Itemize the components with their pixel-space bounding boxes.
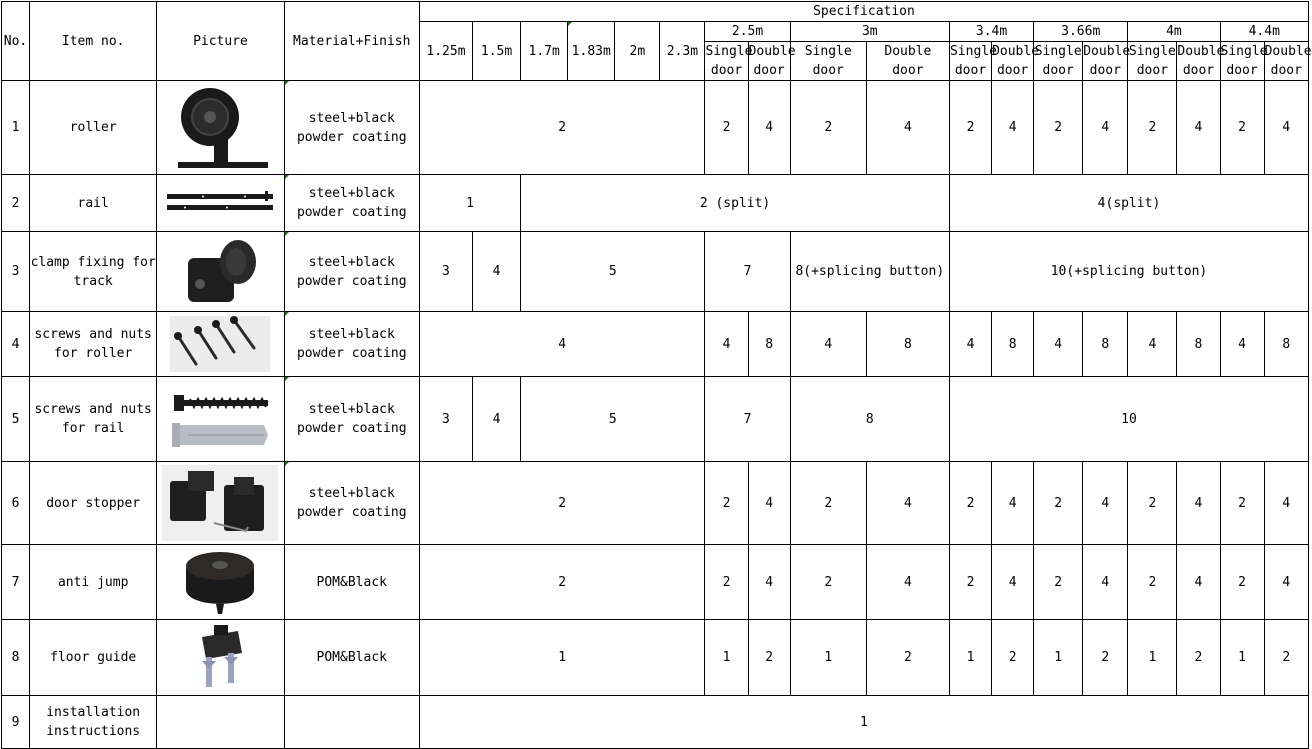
qty-cell: 8 xyxy=(790,377,949,462)
qty-cell: 8(+splicing button) xyxy=(790,232,949,312)
picture-cell xyxy=(157,312,284,377)
picture-cell xyxy=(157,232,284,312)
floor-guide-image xyxy=(190,623,250,693)
qty-cell: 5 xyxy=(521,377,705,462)
table-row xyxy=(2,545,1309,620)
qty-cell: 4 xyxy=(866,81,949,175)
table-row xyxy=(2,620,1309,696)
qty-cell: 1 xyxy=(790,620,866,696)
qty-cell: 4 xyxy=(748,81,790,175)
material-finish xyxy=(284,696,419,749)
picture-cell xyxy=(157,175,284,232)
qty-cell: 2 xyxy=(419,81,705,175)
qty-cell: 2 xyxy=(1083,620,1128,696)
qty-cell: 4 xyxy=(992,81,1034,175)
qty-cell: 4 xyxy=(1177,462,1220,545)
door-type-single: Single door xyxy=(1220,42,1264,81)
qty-cell: 2 xyxy=(1034,545,1083,620)
picture-cell xyxy=(157,696,284,749)
door-type-double: Double door xyxy=(866,42,949,81)
row-number: 6 xyxy=(2,462,30,545)
picture-cell xyxy=(157,620,284,696)
qty-cell: 10(+splicing button) xyxy=(949,232,1308,312)
picture-cell xyxy=(157,545,284,620)
header-material-finish: Material+Finish xyxy=(284,2,419,81)
door-type-single: Single door xyxy=(790,42,866,81)
qty-cell: 8 xyxy=(1264,312,1308,377)
door-type-single: Single door xyxy=(1128,42,1177,81)
door-type-single: Single door xyxy=(949,42,991,81)
table-row xyxy=(2,377,1309,462)
size-2-5m: 2.5m xyxy=(705,22,790,42)
header-no: No. xyxy=(2,2,30,81)
clamp-image xyxy=(180,236,260,308)
qty-cell: 2 xyxy=(705,462,748,545)
row-number: 8 xyxy=(2,620,30,696)
qty-cell: 2 xyxy=(866,620,949,696)
item-name: roller xyxy=(30,81,157,175)
qty-cell: 4 xyxy=(1083,462,1128,545)
material-finish: steel+black powder coating xyxy=(284,462,419,545)
qty-cell: 7 xyxy=(705,232,790,312)
qty-cell: 4 xyxy=(473,232,521,312)
picture-cell xyxy=(157,377,284,462)
qty-cell: 10 xyxy=(949,377,1308,462)
qty-cell: 2 xyxy=(949,81,991,175)
table-row xyxy=(2,696,1309,749)
header-picture: Picture xyxy=(157,2,284,81)
size-1-7m: 1.7m xyxy=(521,22,568,81)
qty-cell: 8 xyxy=(748,312,790,377)
table-row xyxy=(2,462,1309,545)
roller-image xyxy=(170,84,270,172)
table-row xyxy=(2,232,1309,312)
door-type-double: Double door xyxy=(748,42,790,81)
qty-cell: 7 xyxy=(705,377,790,462)
material-finish: POM&Black xyxy=(284,620,419,696)
qty-cell: 1 xyxy=(419,696,1308,749)
qty-cell: 4 xyxy=(1220,312,1264,377)
qty-cell: 2 xyxy=(949,462,991,545)
size-4-4m: 4.4m xyxy=(1220,22,1308,42)
qty-cell: 4 xyxy=(866,545,949,620)
qty-cell: 4 xyxy=(949,312,991,377)
qty-cell: 2 xyxy=(419,462,705,545)
screw-anchor-image xyxy=(168,381,272,457)
size-2m: 2m xyxy=(615,22,660,81)
qty-cell: 1 xyxy=(949,620,991,696)
size-2-3m: 2.3m xyxy=(660,22,705,81)
row-number: 3 xyxy=(2,232,30,312)
qty-cell: 5 xyxy=(521,232,705,312)
qty-cell: 1 xyxy=(419,175,520,232)
qty-cell: 4 xyxy=(992,545,1034,620)
qty-cell: 4 xyxy=(1083,545,1128,620)
qty-cell: 2 xyxy=(1220,81,1264,175)
row-number: 1 xyxy=(2,81,30,175)
qty-cell: 4 xyxy=(1264,462,1308,545)
size-4m: 4m xyxy=(1128,22,1220,42)
door-type-double: Double door xyxy=(1177,42,1220,81)
qty-cell: 2 (split) xyxy=(521,175,950,232)
item-name: installation instructions xyxy=(30,696,157,749)
qty-cell: 8 xyxy=(866,312,949,377)
row-number: 7 xyxy=(2,545,30,620)
qty-cell: 4 xyxy=(866,462,949,545)
qty-cell: 4 xyxy=(419,312,705,377)
size-3m: 3m xyxy=(790,22,949,42)
qty-cell: 2 xyxy=(790,462,866,545)
qty-cell: 3 xyxy=(419,377,472,462)
qty-cell: 4(split) xyxy=(949,175,1308,232)
qty-cell: 4 xyxy=(1177,81,1220,175)
qty-cell: 4 xyxy=(992,462,1034,545)
material-finish: steel+black powder coating xyxy=(284,175,419,232)
qty-cell: 2 xyxy=(1128,81,1177,175)
qty-cell: 4 xyxy=(705,312,748,377)
row-number: 5 xyxy=(2,377,30,462)
size-1-5m: 1.5m xyxy=(473,22,521,81)
header-item-no: Item no. xyxy=(30,2,157,81)
anti-jump-image xyxy=(180,548,260,616)
size-3-4m: 3.4m xyxy=(949,22,1033,42)
material-finish: steel+black powder coating xyxy=(284,232,419,312)
door-type-single: Single door xyxy=(705,42,748,81)
qty-cell: 4 xyxy=(473,377,521,462)
qty-cell: 8 xyxy=(992,312,1034,377)
qty-cell: 1 xyxy=(1128,620,1177,696)
qty-cell: 4 xyxy=(790,312,866,377)
qty-cell: 8 xyxy=(1177,312,1220,377)
row-number: 4 xyxy=(2,312,30,377)
picture-cell xyxy=(157,81,284,175)
door-stopper-image xyxy=(162,465,278,541)
qty-cell: 4 xyxy=(748,545,790,620)
qty-cell: 4 xyxy=(1177,545,1220,620)
item-name: screws and nuts for roller xyxy=(30,312,157,377)
qty-cell: 2 xyxy=(1034,81,1083,175)
material-finish: steel+black powder coating xyxy=(284,312,419,377)
rail-image xyxy=(165,190,275,216)
qty-cell: 2 xyxy=(419,545,705,620)
qty-cell: 2 xyxy=(1264,620,1308,696)
qty-cell: 1 xyxy=(705,620,748,696)
qty-cell: 2 xyxy=(1034,462,1083,545)
item-name: clamp fixing for track xyxy=(30,232,157,312)
header-specification: Specification xyxy=(419,2,1308,22)
size-1-25m: 1.25m xyxy=(419,22,472,81)
row-number: 9 xyxy=(2,696,30,749)
qty-cell: 1 xyxy=(1220,620,1264,696)
qty-cell: 2 xyxy=(1220,462,1264,545)
size-3-66m: 3.66m xyxy=(1034,22,1128,42)
qty-cell: 2 xyxy=(790,81,866,175)
qty-cell: 2 xyxy=(949,545,991,620)
item-name: door stopper xyxy=(30,462,157,545)
picture-cell xyxy=(157,462,284,545)
qty-cell: 2 xyxy=(992,620,1034,696)
qty-cell: 4 xyxy=(1264,81,1308,175)
specification-table xyxy=(1,1,1312,749)
item-name: anti jump xyxy=(30,545,157,620)
door-type-double: Double door xyxy=(992,42,1034,81)
qty-cell: 4 xyxy=(1034,312,1083,377)
qty-cell: 1 xyxy=(1034,620,1083,696)
material-finish: POM&Black xyxy=(284,545,419,620)
table-row xyxy=(2,175,1309,232)
row-number: 2 xyxy=(2,175,30,232)
qty-cell: 4 xyxy=(1264,545,1308,620)
qty-cell: 2 xyxy=(705,545,748,620)
qty-cell: 2 xyxy=(748,620,790,696)
table-row xyxy=(2,81,1309,175)
qty-cell: 2 xyxy=(1220,545,1264,620)
qty-cell: 2 xyxy=(705,81,748,175)
item-name: screws and nuts for rail xyxy=(30,377,157,462)
qty-cell: 4 xyxy=(1128,312,1177,377)
qty-cell: 2 xyxy=(790,545,866,620)
size-1-83m: 1.83m xyxy=(568,22,615,81)
material-finish: steel+black powder coating xyxy=(284,81,419,175)
item-name: floor guide xyxy=(30,620,157,696)
qty-cell: 4 xyxy=(1083,81,1128,175)
screws-image xyxy=(170,316,270,372)
qty-cell: 1 xyxy=(419,620,705,696)
item-name: rail xyxy=(30,175,157,232)
door-type-single: Single door xyxy=(1034,42,1083,81)
qty-cell: 8 xyxy=(1083,312,1128,377)
qty-cell: 2 xyxy=(1128,545,1177,620)
door-type-double: Double door xyxy=(1264,42,1308,81)
qty-cell: 3 xyxy=(419,232,472,312)
door-type-double: Double door xyxy=(1083,42,1128,81)
qty-cell: 2 xyxy=(1177,620,1220,696)
qty-cell: 4 xyxy=(748,462,790,545)
table-row xyxy=(2,312,1309,377)
material-finish: steel+black powder coating xyxy=(284,377,419,462)
qty-cell: 2 xyxy=(1128,462,1177,545)
